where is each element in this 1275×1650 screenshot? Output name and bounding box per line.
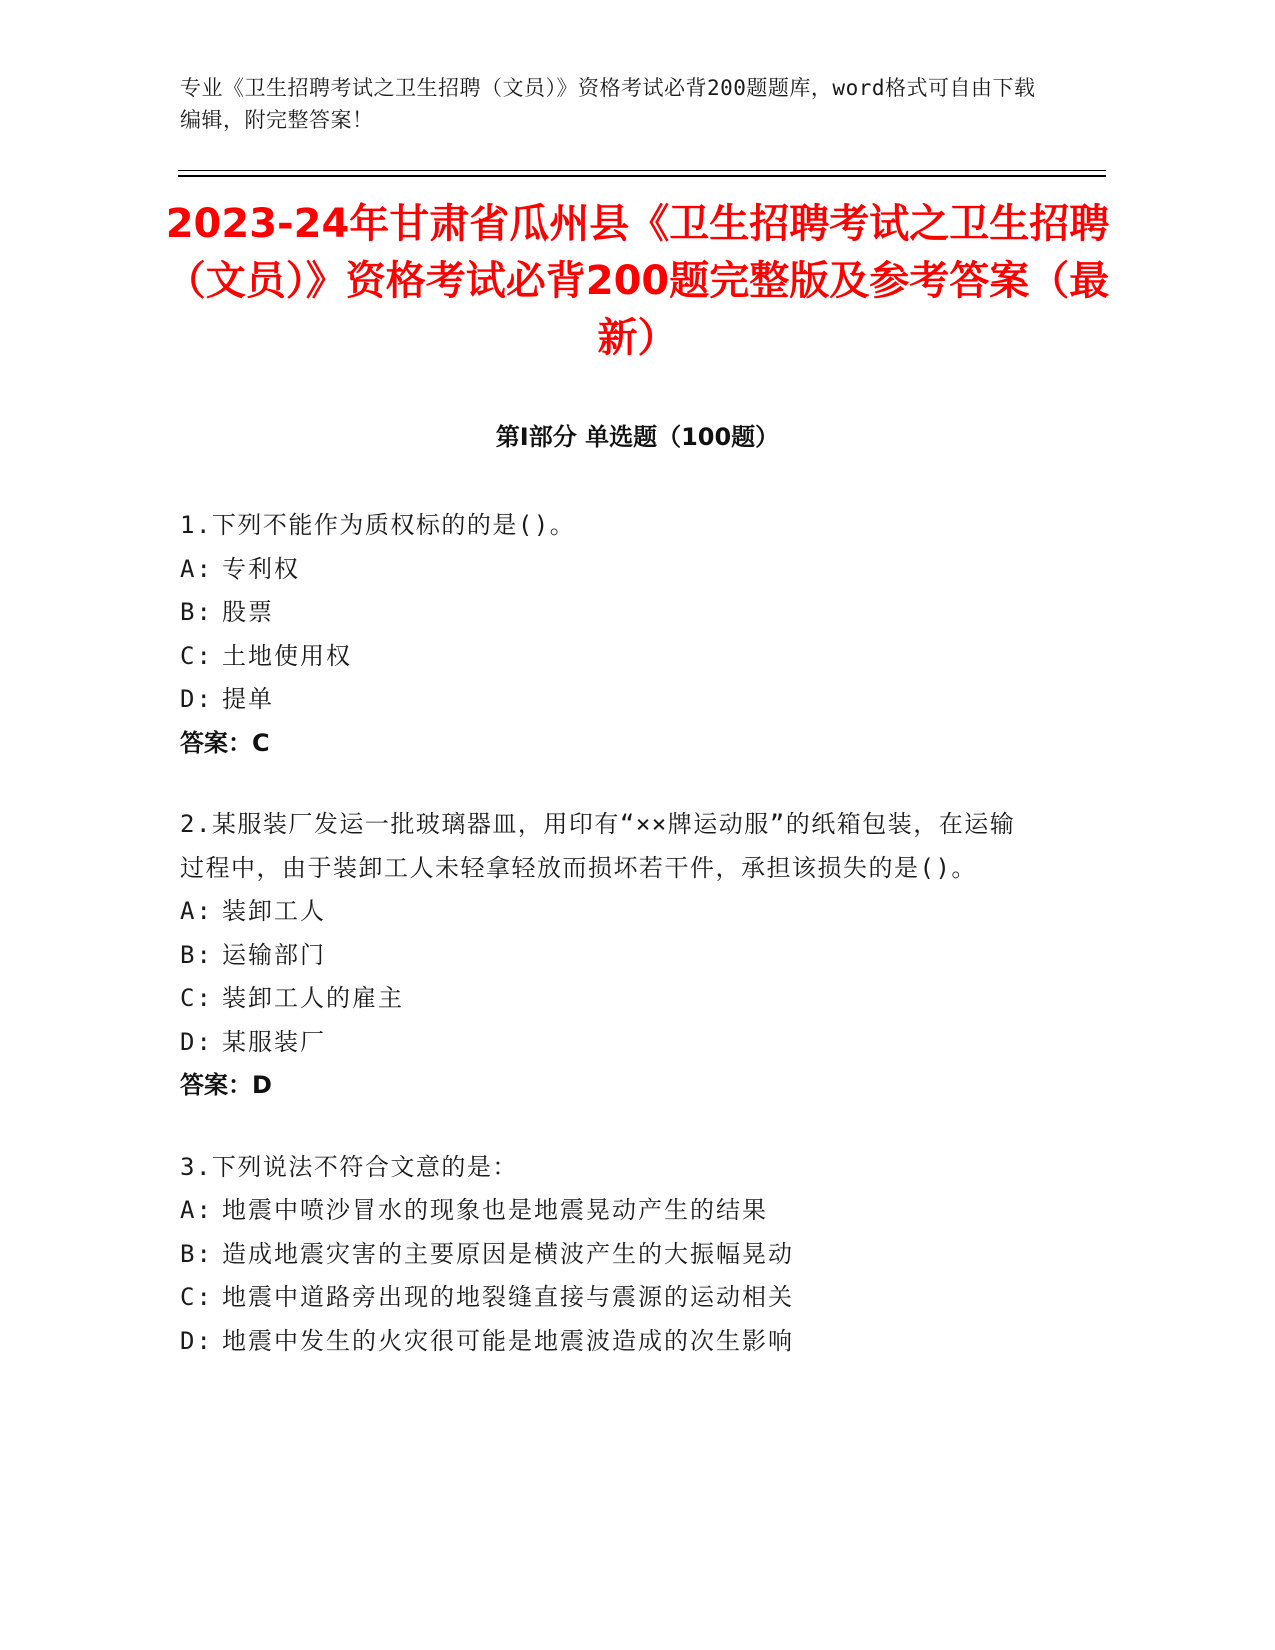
question-2 bbox=[180, 803, 1030, 1108]
option-key: C: bbox=[180, 984, 213, 1012]
option-key: B: bbox=[180, 598, 213, 626]
option-b bbox=[180, 591, 1030, 635]
header-note: 专业《卫生招聘考试之卫生招聘（文员）》资格考试必背200题题库，word格式可自由下载编辑，附完整答案！ bbox=[180, 76, 1036, 132]
answer-value: D bbox=[252, 1071, 272, 1099]
document-title: 2023-24年甘肃省瓜州县《卫生招聘考试之卫生招聘（文员）》资格考试必背200题完整版及参考答案（最新） bbox=[165, 201, 1110, 361]
option-text: 装卸工人 bbox=[222, 897, 326, 925]
option-key: D: bbox=[180, 1027, 213, 1056]
option-text: 地震中喷沙冒水的现象也是地震晃动产生的结果 bbox=[222, 1196, 768, 1224]
question-text: 2.某服装厂发运一批玻璃器皿，用印有“××牌运动服”的纸箱包装，在运输过程中，由于装卸工人未轻拿轻放而损坏若干件，承担该损失的是()。 bbox=[180, 810, 1016, 882]
option-text: 某服装厂 bbox=[222, 1027, 326, 1056]
option-c bbox=[180, 977, 1030, 1021]
option-a bbox=[180, 1189, 1030, 1233]
option-text: 股票 bbox=[222, 598, 274, 626]
question-3 bbox=[180, 1146, 1030, 1364]
option-text: 地震中道路旁出现的地裂缝直接与震源的运动相关 bbox=[222, 1283, 794, 1311]
answer-label: 答案： bbox=[180, 1071, 252, 1099]
header-divider-thin bbox=[178, 170, 1106, 171]
option-d bbox=[180, 678, 1030, 722]
option-key: A: bbox=[180, 897, 213, 925]
option-text: 专利权 bbox=[222, 554, 300, 583]
option-a bbox=[180, 548, 1030, 592]
answer-value: C bbox=[252, 728, 270, 757]
answer-label: 答案： bbox=[180, 728, 252, 757]
option-c bbox=[180, 1276, 1030, 1320]
option-b bbox=[180, 1233, 1030, 1277]
option-key: B: bbox=[180, 1239, 213, 1268]
option-key: C: bbox=[180, 1283, 213, 1311]
answer-line bbox=[180, 1064, 1030, 1108]
question-text: 1.下列不能作为质权标的的是()。 bbox=[180, 511, 576, 539]
option-text: 土地使用权 bbox=[222, 641, 352, 670]
option-key: B: bbox=[180, 940, 213, 969]
option-a bbox=[180, 890, 1030, 934]
section-heading: 第Ⅰ部分 单选题（100题） bbox=[495, 423, 780, 451]
option-text: 装卸工人的雇主 bbox=[222, 984, 404, 1012]
header-divider-thick bbox=[178, 175, 1106, 177]
option-key: A: bbox=[180, 554, 213, 583]
option-c bbox=[180, 635, 1030, 679]
option-d bbox=[180, 1021, 1030, 1065]
option-d bbox=[180, 1320, 1030, 1364]
option-b bbox=[180, 934, 1030, 978]
question-list bbox=[180, 504, 1030, 1401]
option-key: C: bbox=[180, 641, 213, 670]
question-1 bbox=[180, 504, 1030, 765]
option-text: 地震中发生的火灾很可能是地震波造成的次生影响 bbox=[222, 1326, 794, 1355]
option-text: 运输部门 bbox=[222, 940, 326, 969]
option-text: 造成地震灾害的主要原因是横波产生的大振幅晃动 bbox=[222, 1239, 794, 1268]
option-key: D: bbox=[180, 685, 213, 713]
question-text: 3.下列说法不符合文意的是： bbox=[180, 1152, 518, 1181]
answer-line bbox=[180, 722, 1030, 766]
option-key: A: bbox=[180, 1196, 213, 1224]
option-key: D: bbox=[180, 1326, 213, 1355]
option-text: 提单 bbox=[222, 685, 274, 713]
